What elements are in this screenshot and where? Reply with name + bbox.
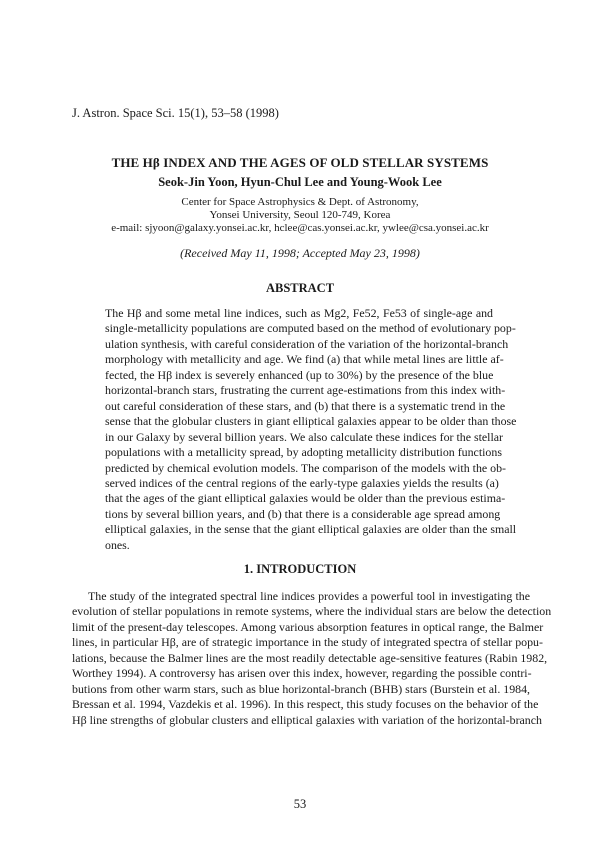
abstract-line: served indices of the central regions of the early-type galaxies yields the results (a) [105, 475, 499, 490]
intro-line: limit of the present-day telescopes. Among various absorption features in optical range, the Balmer [72, 619, 544, 634]
abstract-body [105, 306, 517, 553]
author-list: Seok-Jin Yoon, Hyun-Chul Lee and Young-Wook Lee [158, 175, 442, 189]
abstract-line: populations with a metallicity spread, by adopting metallicity distribution functions [105, 445, 502, 460]
abstract-line: tions by several billion years, and (b) that there is a considerable age spread among [105, 506, 501, 521]
introduction-body [72, 589, 552, 728]
intro-line: butions from other warm stars, such as blue horizontal-branch (BHB) stars (Burstein et al. 1984, [72, 681, 531, 696]
abstract-line: fected, the Hβ index is severely enhanced (up to 30%) by the presence of the blue [105, 367, 494, 382]
affiliation-line: Yonsei University, Seoul 120-749, Korea [209, 209, 391, 221]
abstract-line: out careful consideration of these stars, and (b) that there is a systematic trend in the [105, 398, 506, 413]
affiliation-block [0, 196, 600, 235]
paper-title: THE Hβ INDEX AND THE AGES OF OLD STELLAR SYSTEMS [111, 155, 489, 170]
abstract-line: predicted by chemical evolution models. The comparison of the models with the ob- [105, 460, 506, 475]
abstract-line: horizontal-branch stars, frustrating the current age-estimations from this index with- [105, 383, 506, 398]
received-dates: (Received May 11, 1998; Accepted May 23, 1998) [180, 246, 420, 260]
abstract-line: The Hβ and some metal line indices, such as Mg2, Fe52, Fe53 of single-age and [105, 306, 493, 320]
intro-line: lines, in particular Hβ, are of strategic importance in the study of integrated spectra of stellar popu- [72, 635, 543, 650]
abstract-line: elliptical galaxies, in the sense that the giant elliptical galaxies are older than the small [105, 522, 517, 537]
abstract-line: ones. [105, 537, 130, 552]
intro-line: lations, because the Balmer lines are the most readily detectable age-sensitive features (Rabin 1982, [72, 650, 548, 665]
abstract-line: ulation synthesis, with careful consideration of the variation of the horizontal-branch [105, 336, 509, 351]
abstract-heading: ABSTRACT [265, 281, 335, 295]
intro-line: Hβ line strengths of globular clusters and elliptical galaxies with variation of the horizontal-branch [72, 712, 542, 727]
abstract-line: sense that the globular clusters in giant elliptical galaxies appear to be older than those [105, 414, 517, 429]
abstract-line: that the ages of the giant elliptical galaxies would be older than the previous estima- [105, 491, 506, 506]
intro-line: Worthey 1994). A controversy has arisen over this index, however, regarding the possible contri- [72, 666, 532, 681]
section-heading: 1. INTRODUCTION [243, 562, 357, 576]
abstract-line: in our Galaxy by several billion years. We also calculate these indices for the stellar [105, 429, 504, 444]
journal-reference: J. Astron. Space Sci. 15(1), 53–58 (1998) [72, 106, 279, 120]
intro-line: evolution of stellar populations in remote systems, where the individual stars are below the detection [72, 604, 552, 619]
abstract-line: single-metallicity populations are computed based on the method of evolutionary pop- [105, 321, 516, 336]
intro-line: Bressan et al. 1994, Vazdekis et al. 1996). In this respect, this study focuses on the behavior of the [72, 697, 539, 712]
abstract-line: morphology with metallicity and age. We find (a) that while metal lines are little af- [105, 352, 504, 367]
page-number: 53 [293, 797, 307, 811]
email-line: e-mail: sjyoon@galaxy.yonsei.ac.kr, hclee@cas.yonsei.ac.kr, ywlee@csa.yonsei.ac.kr [111, 222, 489, 234]
affiliation-line: Center for Space Astrophysics & Dept. of Astronomy, [181, 196, 419, 208]
intro-line: The study of the integrated spectral line indices provides a powerful tool in investigating the [88, 589, 530, 603]
